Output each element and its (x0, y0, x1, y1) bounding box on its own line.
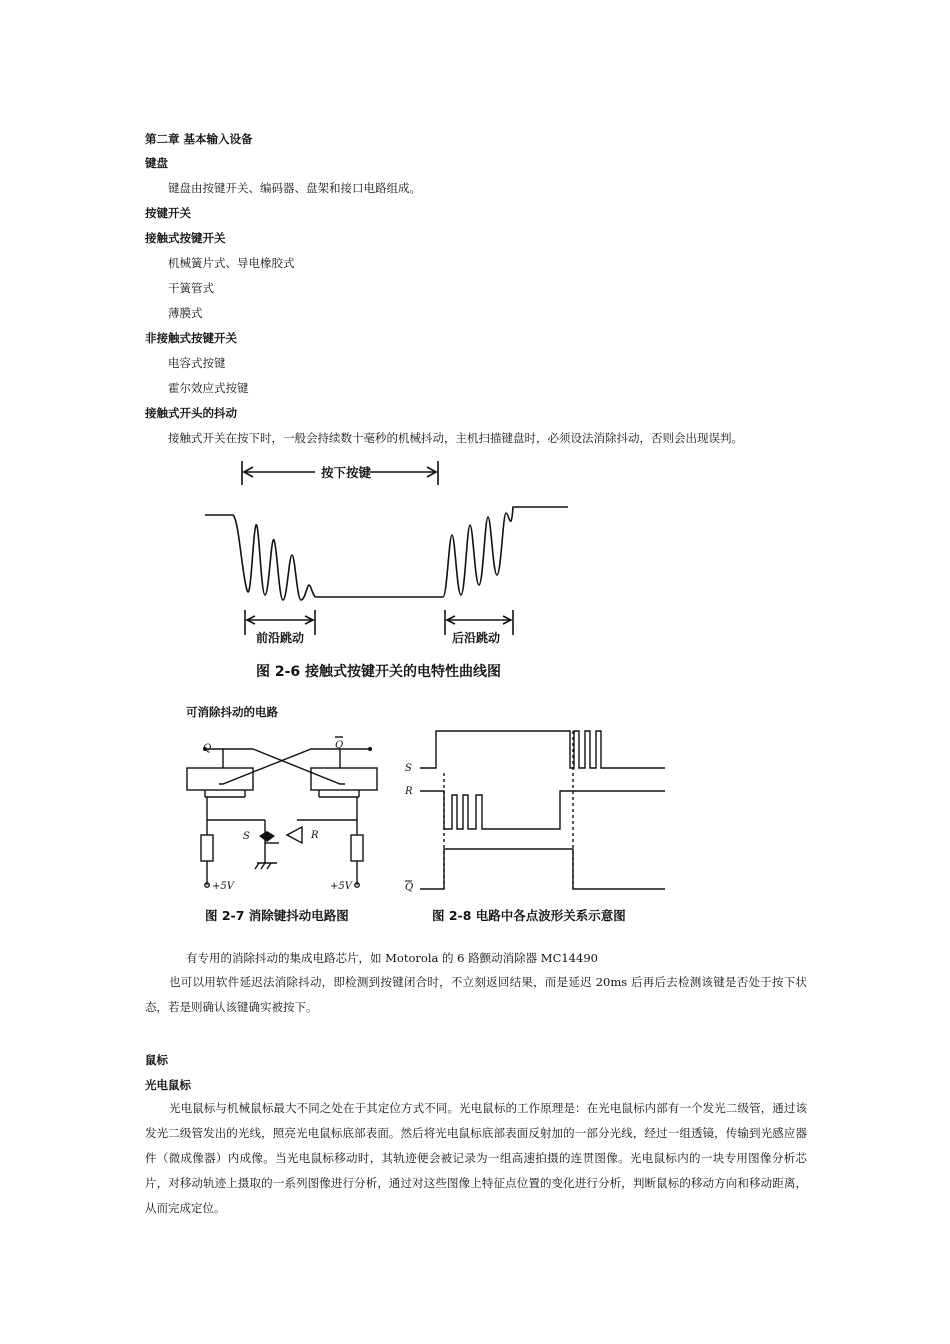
noncontact-item: 电容式按键 (168, 356, 226, 370)
noncontact-heading: 非接触式按键开关 (145, 331, 237, 345)
q-label: Q (203, 743, 212, 754)
press-label: 按下按键 (321, 465, 372, 480)
bounce-text: 接触式开关在按下时，一般会持续数十毫秒的机械抖动，主机扫描键盘时，必须设法消除抖动，否则会出现误判。 (168, 431, 743, 445)
switch-heading: 按键开关 (145, 206, 191, 220)
figure-2-8-caption: 图 2-8 电路中各点波形关系示意图 (432, 908, 626, 923)
mouse-heading: 鼠标 (145, 1053, 168, 1067)
debounce-chip-text: 有专用的消除抖动的集成电路芯片，如 Motorola 的 6 路颤动消除器 MC14490 (186, 951, 598, 965)
software-debounce-text: 也可以用软件延迟法消除抖动，即检测到按键闭合时，不立刻返回结果，而是延迟 20ms 后再后去检测该键是否处于按下状态，若是则确认该键确实被按下。 (145, 975, 807, 1014)
wave-qbar-label: Q (405, 882, 414, 893)
optical-mouse-heading: 光电鼠标 (145, 1078, 191, 1092)
keyboard-intro: 键盘由按键开关、编码器、盘架和接口电路组成。 (168, 181, 421, 195)
r-label: R (311, 830, 319, 841)
noncontact-item: 霍尔效应式按键 (168, 381, 249, 395)
figure-2-7-circuit (185, 735, 395, 935)
contact-item: 机械簧片式、导电橡胶式 (168, 256, 295, 270)
vcc-left-label: +5V (212, 881, 234, 892)
contact-heading: 接触式按键开关 (145, 231, 226, 245)
optical-mouse-text: 光电鼠标与机械鼠标最大不同之处在于其定位方式不同。光电鼠标的工作原理是：在光电鼠标内部有一个发光二级管，通过该发光二级管发出的光线，照亮光电鼠标底部表面。然后将光电鼠标底部表面反射加的一部分光线，经过一组透镜，传输到光感应器件（微成像器）内成像。当光电鼠标移动时，其轨迹便会被记录为一组高速拍摄的连贯图像。光电鼠标内的一块专用图像分析芯片，对移动轨迹上摄取的一系列图像进行分析，通过对这些图像上特征点位置的变化进行分析，判断鼠标的移动方向和移动距离，从而完成定位。 (145, 1101, 807, 1215)
figure-2-7-caption: 图 2-7 消除键抖动电路图 (205, 908, 349, 923)
debounce-heading: 可消除抖动的电路 (186, 705, 278, 719)
wave-s-label: S (405, 763, 412, 774)
leading-bounce-label: 前沿跳动 (256, 631, 305, 645)
s-label: S (243, 831, 250, 842)
figure-2-6-waveform (195, 455, 795, 695)
figure-2-6-caption: 图 2-6 接触式按键开关的电特性曲线图 (256, 664, 502, 680)
qbar-label: Q (335, 740, 344, 751)
contact-item: 干簧管式 (168, 281, 214, 295)
wave-r-label: R (405, 786, 413, 797)
keyboard-heading: 键盘 (145, 156, 168, 170)
trailing-bounce-label: 后沿跳动 (452, 631, 501, 645)
bounce-heading: 接触式开头的抖动 (145, 406, 237, 420)
figure-2-8-timing (400, 723, 670, 923)
vcc-right-label: +5V (330, 881, 352, 892)
chapter-title: 第二章 基本输入设备 (145, 132, 253, 146)
contact-item: 薄膜式 (168, 306, 203, 320)
